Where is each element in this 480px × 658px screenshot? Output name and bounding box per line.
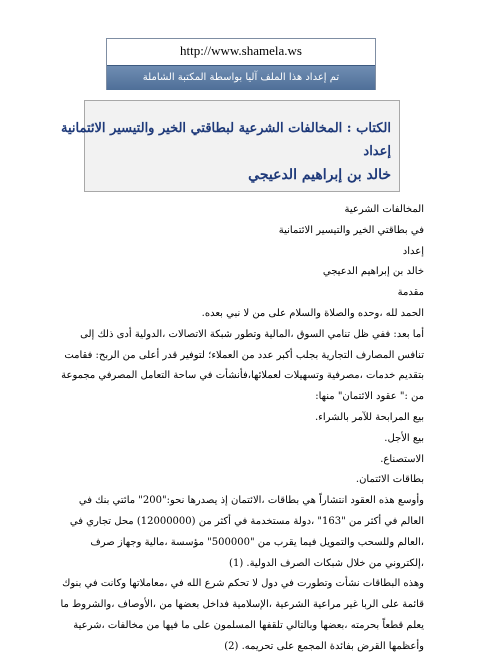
source-url[interactable]: http://www.shamela.ws [180, 43, 302, 58]
banner-text: تم إعداد هذا الملف آليا بواسطة المكتبة الشاملة [142, 72, 340, 83]
body-line: بتقديم خدمات ،مصرفية وتسهيلات لعملائها،فأنشأت في ساحة التعامل المصرفي مجموعة [61, 370, 424, 382]
book-title: الكتاب : المخالفات الشرعية لبطاقتي الخير والتيسير الائتمانية [60, 121, 391, 136]
body-line: بطاقات الائتمان. [355, 474, 424, 486]
body-line: أما بعد: ففي ظل تنامي السوق ،المالية وتطور شبكة الاتصالات ،الدولية أدى ذلك إلى [80, 328, 424, 340]
body-line: الاستصناع. [380, 453, 424, 465]
author-name: خالد بن إبراهيم الدعيجي [248, 167, 391, 183]
body-line: ،العالم وللسحب والتمويل فيما يقرب من "500000" مؤسسة ،مالية وجهاز صرف [90, 536, 424, 548]
body-line: وهذه البطاقات نشأت وتطورت في دول لا تحكم شرع الله في ،معاملاتها وكانت في بنوك [62, 578, 424, 590]
body-line: يعلم قطعاً بحرمته ،بعضها وبالتالي تلقفها المسلمون على ما فيها من مخالفات ،شرعية [73, 619, 424, 631]
body-line: مقدمة [397, 287, 424, 299]
body-line: وأوسع هذه العقود انتشاراً هي بطاقات ،الائتمان إذ يصدرها نحو:"200" مائتي بنك في [78, 495, 424, 507]
prep-label: إعداد [363, 144, 391, 159]
body-line: ،إلكتروني من خلال شبكات الصرف الدولية. (1) [229, 557, 424, 569]
body-line: الحمد لله ،وحده والصلاة والسلام على من لا نبي بعده. [201, 307, 424, 319]
body-line: بيع الأجل. [384, 432, 424, 444]
body-line: في بطاقتي الخير والتيسير الائتمانية [278, 224, 424, 236]
banner [107, 65, 375, 90]
body-line: قائمة على الربا غير مراعية الشرعية ،الإسلامية فداخل بعضها من ،الأوصاف ،والشروط ما [60, 599, 424, 611]
document-body [52, 200, 424, 658]
body-line: المخالفات الشرعية [344, 204, 424, 215]
header-box [106, 38, 376, 90]
body-line: إعداد [402, 245, 424, 257]
body-line: خالد بن إبراهيم الدعيجي [322, 266, 424, 278]
body-line: تنافس المصارف التجارية بجلب أكبر عدد من العملاء؛ لتوفير قدر أعلى من الربح: فقامت [64, 349, 424, 361]
body-line: العالم في أكثر من "163" ،دولة مستخدمة في أكثر من (12000000) محل تجاري في [69, 515, 424, 527]
body-line: بيع المرابحة للآمر بالشراء. [314, 411, 424, 423]
body-line: وأعظمها القرض بفائدة المجمع على تحريمه. (2) [224, 640, 424, 652]
body-line: من :" عقود الائتمان" منها: [315, 391, 424, 403]
title-box [60, 100, 400, 192]
